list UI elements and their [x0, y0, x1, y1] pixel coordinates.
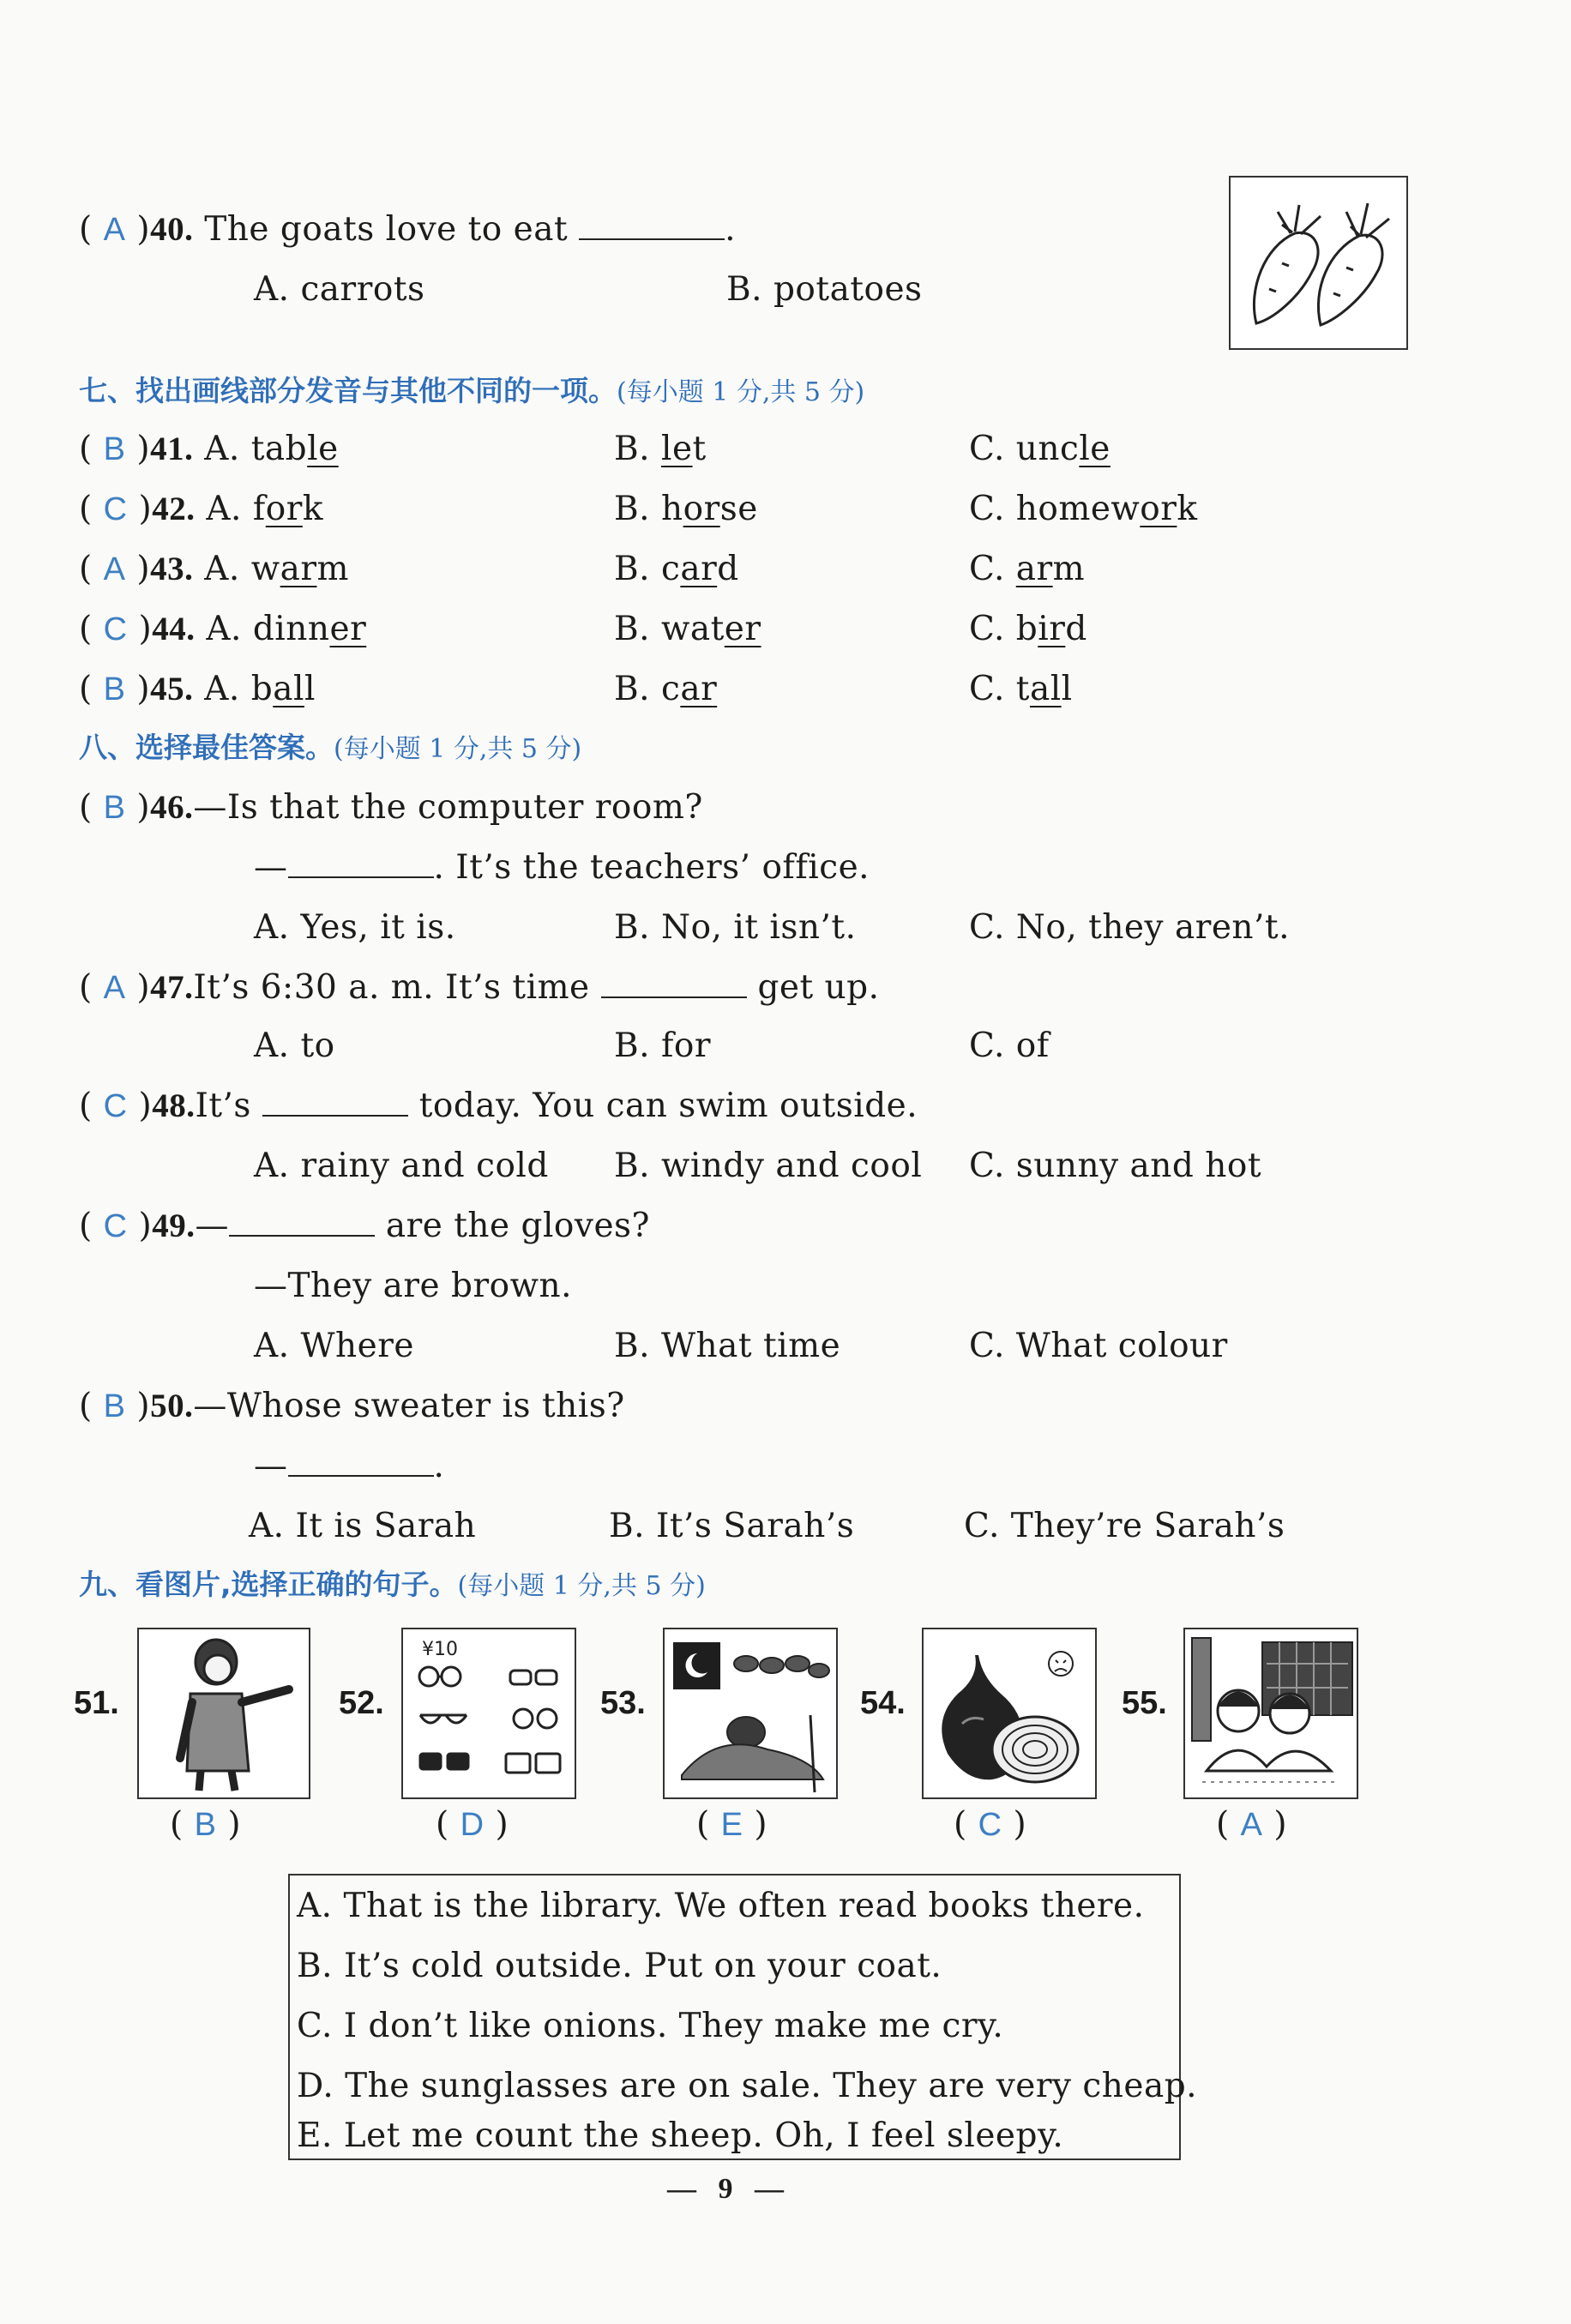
option-prefix: C. [969, 490, 1016, 528]
option-b [614, 549, 739, 590]
sleeping-child-icon [665, 1629, 836, 1797]
option-a: A. Yes, it is. [254, 908, 456, 947]
answer: A [103, 212, 126, 248]
question-number: 46. [150, 789, 194, 826]
option-c [969, 429, 1111, 470]
dash: — [667, 2173, 696, 2205]
underlined-part: le [660, 430, 693, 468]
word-part: k [302, 490, 324, 528]
option-b: B. It’s Sarah’s [609, 1507, 855, 1545]
option-c: C. They’re Sarah’s [964, 1507, 1285, 1545]
question-number: 43. [150, 551, 194, 587]
option-prefix: C. [969, 610, 1016, 648]
answer-blank [288, 1449, 434, 1477]
stem-start: It’s [195, 1087, 262, 1125]
underlined-part: ar [280, 550, 317, 588]
option-b [614, 429, 707, 470]
option-prefix: B. [614, 430, 661, 468]
sentence-a: A. That is the library. We often read books there. [297, 1887, 1145, 1925]
answer: D [460, 1807, 485, 1843]
answer-53: ( E ) [696, 1805, 768, 1844]
answer: A [103, 551, 126, 587]
option-c [969, 609, 1087, 650]
picture-52 [401, 1628, 576, 1799]
option-prefix: C. [969, 550, 1016, 588]
word-part: b [1015, 610, 1038, 648]
word-part: b [250, 670, 274, 708]
question-number: 41. [150, 430, 194, 467]
question-number: 49. [152, 1207, 196, 1244]
underlined-part: ar [680, 670, 718, 708]
underlined-part: er [329, 610, 367, 648]
word-part: unc [1015, 430, 1080, 468]
option-b: B. What time [614, 1327, 841, 1365]
option-a: A. to [254, 1027, 335, 1065]
answer-blank [229, 1209, 375, 1237]
underlined-part: ar [680, 550, 718, 588]
word-part: h [660, 490, 683, 528]
answer-blank [579, 213, 725, 240]
onion-icon [924, 1629, 1095, 1797]
sentence-b: B. It’s cold outside. Put on your coat. [297, 1947, 942, 1985]
page-number [667, 2173, 784, 2206]
stem-end: today. You can swim outside. [407, 1087, 918, 1125]
answer: E [720, 1807, 743, 1843]
word-part: w [250, 550, 280, 588]
word-part: wat [660, 610, 725, 648]
reply-end: . [433, 1447, 445, 1485]
option-prefix: A. [204, 430, 251, 468]
answer: B [103, 790, 126, 826]
answer: C [103, 1208, 128, 1244]
word-part: d [717, 550, 739, 588]
question-46-reply [254, 847, 870, 888]
question-49-reply: —They are brown. [254, 1267, 572, 1305]
option-a: A. rainy and cold [254, 1147, 549, 1185]
word-part: f [252, 490, 266, 528]
option-prefix: A. [204, 670, 251, 708]
underlined-part: ir [1038, 610, 1066, 648]
answer: A [1240, 1807, 1263, 1843]
underlined-part: or [1140, 490, 1177, 528]
word-part: t [692, 430, 707, 468]
answer: C [103, 611, 128, 647]
word-part: m [1052, 550, 1086, 588]
section-note: (每小题 1 分,共 5 分) [617, 377, 865, 407]
option-c [969, 549, 1085, 590]
underlined-part: le [307, 430, 339, 468]
question-stem: The goats love to eat [204, 210, 580, 249]
sentence-e: E. Let me count the sheep. Oh, I feel sleepy. [297, 2116, 1064, 2155]
question-number: 45. [150, 671, 194, 707]
word-part: t [1015, 670, 1030, 708]
option-b [614, 489, 758, 530]
option-prefix: B. [614, 550, 661, 588]
page-number-value: 9 [718, 2173, 733, 2205]
answer: A [103, 970, 126, 1006]
word-part: se [719, 490, 758, 528]
option-c: C. sunny and hot [969, 1147, 1262, 1185]
option-b: B. for [614, 1027, 712, 1065]
option-c [969, 489, 1198, 530]
sentence-options-box [288, 1874, 1198, 2160]
option-prefix: B. [614, 610, 661, 648]
section-title: 七、找出画线部分发音与其他不同的一项。 [79, 374, 617, 407]
option-prefix: C. [969, 430, 1016, 468]
underlined-part: or [683, 490, 720, 528]
option-c: C. of [969, 1027, 1050, 1065]
answer-blank [262, 1089, 408, 1117]
option-prefix: B. [614, 490, 661, 528]
option-b [614, 609, 761, 650]
sentence-c: C. I don’t like onions. They make me cry. [297, 2007, 1004, 2045]
section-7-heading [79, 372, 864, 412]
answer: C [103, 491, 128, 527]
question-line: —Whose sweater is this? [193, 1387, 625, 1425]
underlined-part: al [273, 670, 304, 708]
option-prefix: A. [206, 610, 253, 648]
option-prefix: B. [614, 670, 661, 708]
underlined-part: le [1079, 430, 1111, 468]
children-reading-icon [1185, 1629, 1357, 1797]
word-part: homew [1015, 490, 1141, 528]
answer: C [103, 1088, 128, 1124]
section-8-heading [79, 729, 581, 768]
picture-number: 51. [74, 1685, 119, 1721]
answer: C [978, 1807, 1002, 1843]
picture-54 [922, 1628, 1097, 1799]
question-50-reply [254, 1446, 444, 1487]
question-number: 40. [150, 211, 194, 248]
picture-number: 52. [339, 1685, 384, 1721]
carrots-picture [1229, 176, 1408, 350]
carrots-icon [1231, 178, 1406, 348]
dash: — [254, 1447, 288, 1485]
stem-end: are the gloves? [374, 1207, 650, 1245]
answer: B [103, 1388, 126, 1424]
picture-number: 53. [600, 1685, 646, 1721]
boy-in-coat-icon [139, 1629, 309, 1797]
word-part: k [1177, 490, 1198, 528]
word-part: l [1061, 670, 1073, 708]
word-part: c [660, 550, 681, 588]
word-part: l [304, 670, 316, 708]
section-note: (每小题 1 分,共 5 分) [334, 734, 582, 764]
stem-end: get up. [746, 968, 880, 1007]
option-c: C. No, they aren’t. [969, 908, 1291, 947]
underlined-part: or [265, 490, 303, 528]
dash: — [254, 848, 288, 887]
option-b: B. windy and cool [614, 1147, 923, 1185]
question-48: ( C )48.It’s today. You can swim outside. [79, 1087, 918, 1125]
option-a: A. carrots [254, 270, 425, 309]
stem-start: It’s 6:30 a. m. It’s time [193, 968, 601, 1007]
answer-54: ( C ) [954, 1805, 1027, 1844]
picture-number: 55. [1122, 1685, 1167, 1721]
section-title: 八、选择最佳答案。 [79, 731, 334, 764]
dash: — [195, 1207, 229, 1245]
word-part: tab [250, 430, 308, 468]
picture-55 [1183, 1628, 1358, 1799]
option-b [614, 669, 717, 710]
reply-text: . It’s the teachers’ office. [433, 848, 870, 887]
option-c: C. What colour [969, 1327, 1228, 1365]
answer: B [194, 1807, 217, 1843]
question-49: ( C )49.— are the gloves? [79, 1207, 650, 1245]
answer-55: ( A ) [1216, 1805, 1288, 1844]
question-47: ( A )47.It’s 6:30 a. m. It’s time get up. [79, 968, 880, 1007]
answer: B [103, 431, 126, 467]
question-number: 44. [152, 611, 196, 647]
option-b: B. No, it isn’t. [614, 908, 857, 947]
option-prefix: A. [206, 490, 253, 528]
word-part: c [660, 670, 681, 708]
word-part: dinn [252, 610, 330, 648]
question-line: —Is that the computer room? [193, 788, 703, 827]
answer-blank [288, 851, 434, 878]
option-c [969, 669, 1073, 710]
option-a: A. It is Sarah [249, 1507, 477, 1545]
question-number: 47. [150, 969, 194, 1006]
price-tag: ¥10 [422, 1639, 458, 1660]
option-a: A. Where [254, 1327, 414, 1365]
section-title: 九、看图片,选择正确的句子。 [79, 1568, 458, 1601]
answer-51: ( B ) [170, 1805, 242, 1844]
option-prefix: A. [204, 550, 251, 588]
dash: — [755, 2173, 784, 2205]
answer: B [103, 671, 126, 707]
word-part: m [316, 550, 350, 588]
sentence-d: D. The sunglasses are on sale. They are very cheap. [297, 2067, 1198, 2105]
option-prefix: C. [969, 670, 1016, 708]
question-50: ( B )50.—Whose sweater is this? [79, 1387, 625, 1425]
section-note: (每小题 1 分,共 5 分) [457, 1571, 706, 1601]
stem-end: . [725, 210, 736, 249]
sunglasses-icon [403, 1629, 575, 1797]
option-b: B. potatoes [726, 270, 923, 309]
section-9-heading [79, 1566, 706, 1605]
picture-51 [137, 1628, 310, 1799]
question-number: 48. [152, 1087, 196, 1124]
question-40: ( A )40. The goats love to eat . [79, 210, 736, 249]
underlined-part: ar [1015, 550, 1053, 588]
picture-53 [663, 1628, 838, 1799]
word-part: d [1065, 610, 1087, 648]
underlined-part: al [1029, 670, 1062, 708]
underlined-part: er [724, 610, 761, 648]
question-number: 50. [150, 1388, 194, 1424]
answer-52: ( D ) [436, 1805, 509, 1844]
question-number: 42. [152, 491, 196, 527]
question-46: ( B )46.—Is that the computer room? [79, 788, 703, 827]
picture-number: 54. [860, 1685, 906, 1721]
answer-blank [601, 971, 747, 998]
